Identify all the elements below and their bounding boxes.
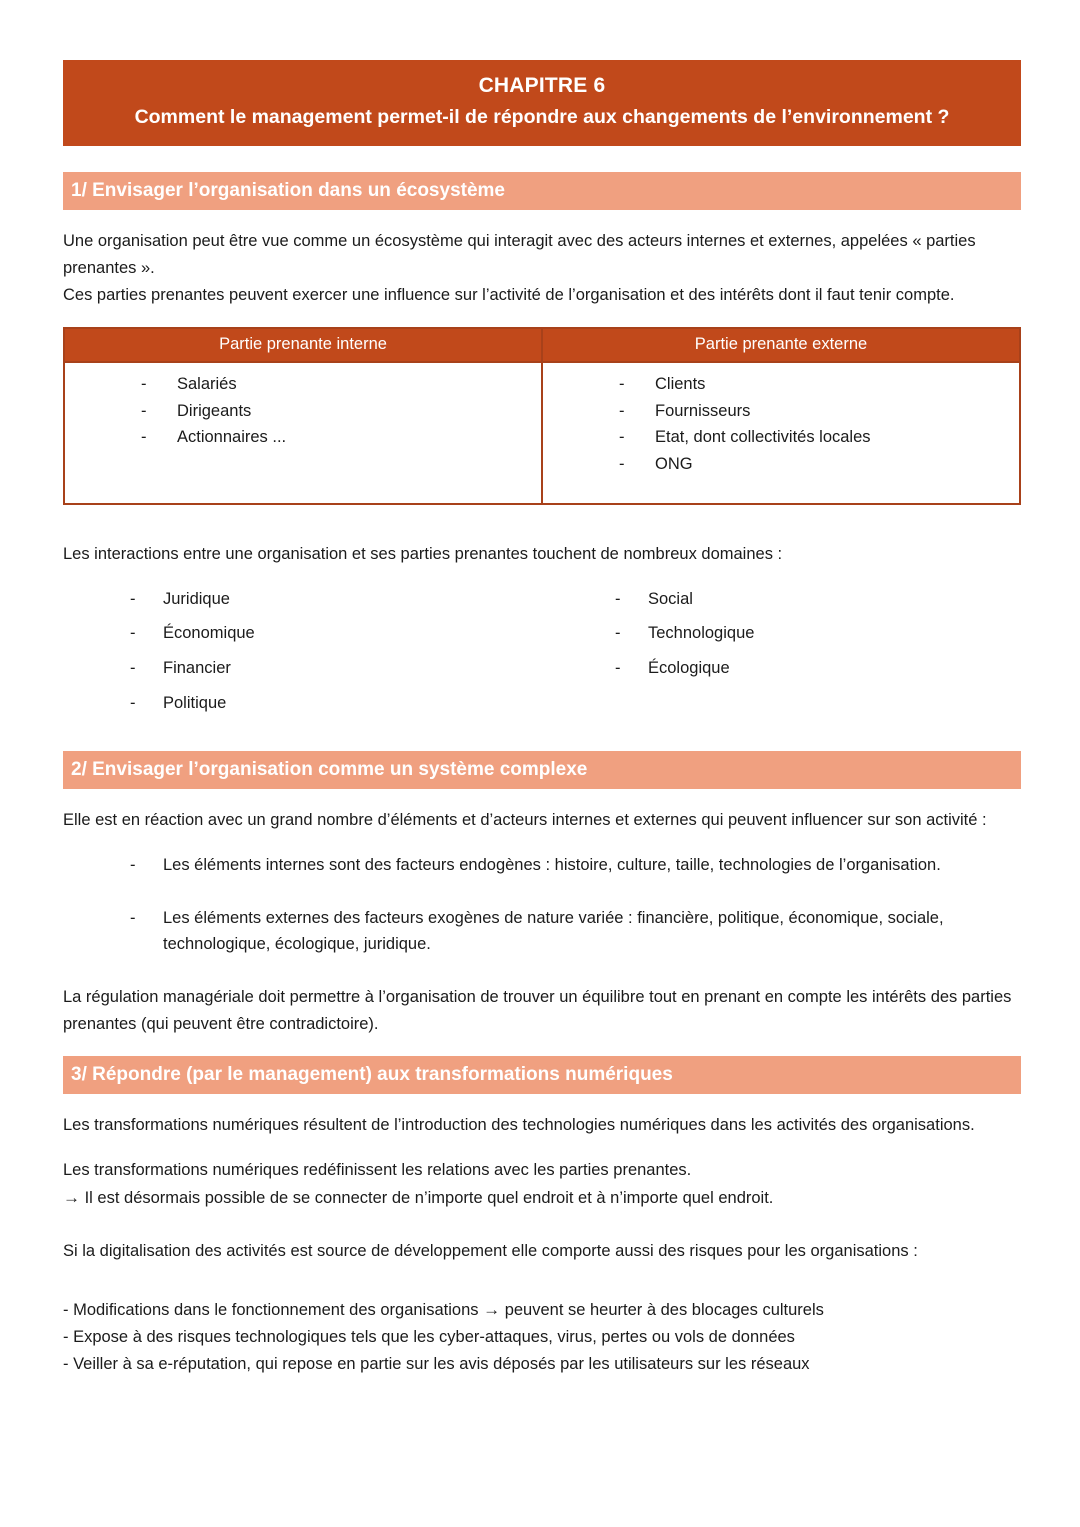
dash-bullet: - xyxy=(130,693,136,712)
spacer xyxy=(63,789,1021,807)
list-item xyxy=(69,371,537,398)
table-head xyxy=(64,328,1020,362)
spacer xyxy=(63,1212,1021,1238)
list-item-label: ONG xyxy=(655,455,693,474)
list-item-label: Politique xyxy=(163,693,227,712)
list-item-label: Technologique xyxy=(648,624,755,643)
spacer xyxy=(63,1139,1021,1157)
section2-paragraph-2: La régulation managériale doit permettre à l’organisation de trouver un équilibre tout en prenant en compte les intérêts des parties prenantes (qui peuvent être contradictoire). xyxy=(63,988,1012,1033)
domains-column-left xyxy=(63,586,542,725)
section-heading-2: 2/ Envisager l’organisation comme un système complexe xyxy=(63,751,1021,790)
dash-bullet: - xyxy=(141,374,147,393)
list-item xyxy=(69,424,537,451)
risk-line-1-after: peuvent se heurter à des blocages culturels xyxy=(504,1301,824,1320)
section2-paragraph-1: Elle est en réaction avec un grand nombre d’éléments et d’acteurs internes et externes qui peuvent influencer sur son activité : xyxy=(63,811,987,830)
list-item xyxy=(63,620,542,647)
section-heading-1: 1/ Envisager l’organisation dans un écosystème xyxy=(63,172,1021,211)
list-item-label: Juridique xyxy=(163,589,230,608)
list-item-label: Clients xyxy=(655,374,706,393)
parties-prenantes-table xyxy=(63,327,1021,505)
list-item-label: Les éléments internes sont des facteurs endogènes : histoire, culture, taille, technologies de l’organisation. xyxy=(163,856,941,875)
table-cell-external xyxy=(542,362,1020,504)
spacer xyxy=(63,725,1021,751)
list-item-label: Etat, dont collectivités locales xyxy=(655,428,871,447)
risk-line-2: - Expose à des risques technologiques tels que les cyber-attaques, virus, pertes ou vols de données xyxy=(63,1327,795,1346)
table-header-internal: Partie prenante interne xyxy=(64,328,542,362)
risk-line-1 xyxy=(63,1296,1021,1324)
dash-bullet: - xyxy=(130,589,136,608)
list-item xyxy=(69,398,537,425)
list-item xyxy=(542,655,1021,682)
dash-bullet: - xyxy=(619,455,625,474)
domains-column-right xyxy=(542,586,1021,725)
list-item xyxy=(63,655,542,682)
table-body xyxy=(64,362,1020,504)
list-item xyxy=(63,852,1021,879)
section3-paragraph-3: Si la digitalisation des activités est source de développement elle comporte aussi des risques pour les organisations : xyxy=(63,1241,918,1260)
domains-list-right xyxy=(542,586,1021,682)
list-item xyxy=(547,371,1015,398)
document-content xyxy=(63,0,1021,1377)
section3-arrow-line xyxy=(63,1184,1021,1212)
list-item xyxy=(547,398,1015,425)
dash-bullet: - xyxy=(130,624,136,643)
list-item-label: Écologique xyxy=(648,659,730,678)
chapter-number: CHAPITRE 6 xyxy=(478,74,606,97)
spacer xyxy=(63,1038,1021,1056)
arrow-right-icon: → xyxy=(63,1187,80,1207)
table-cell-internal xyxy=(64,362,542,504)
dash-bullet: - xyxy=(141,428,147,447)
table-row xyxy=(64,362,1020,504)
list-item xyxy=(63,586,542,613)
section-heading-3: 3/ Répondre (par le management) aux transformations numériques xyxy=(63,1056,1021,1095)
spacer xyxy=(63,568,1021,586)
spacer xyxy=(63,834,1021,852)
section3-paragraph-2: Les transformations numériques redéfinissent les relations avec les parties prenantes. xyxy=(63,1161,692,1180)
dash-bullet: - xyxy=(619,374,625,393)
dash-bullet: - xyxy=(615,624,621,643)
list-item xyxy=(547,424,1015,451)
list-item-label: Salariés xyxy=(177,374,237,393)
chapter-question: Comment le management permet-il de répondre aux changements de l’environnement ? xyxy=(134,106,950,129)
dash-bullet: - xyxy=(130,908,136,927)
spacer xyxy=(63,146,1021,172)
list-item-label: Économique xyxy=(163,624,255,643)
arrow-line-text: Il est désormais possible de se connecter de n’importe quel endroit et à n’importe quel endroit. xyxy=(84,1188,774,1207)
table-header-row xyxy=(64,328,1020,362)
list-item xyxy=(63,690,542,717)
dash-bullet: - xyxy=(615,589,621,608)
spacer xyxy=(63,1264,1021,1290)
chapter-header-banner xyxy=(63,60,1021,146)
section1-paragraph-1: Une organisation peut être vue comme un écosystème qui interagit avec des acteurs internes et externes, appelées « parties prenantes ». xyxy=(63,232,976,278)
section1-paragraph-2: Ces parties prenantes peuvent exercer une influence sur l’activité de l’organisation et des intérêts dont il faut tenir compte. xyxy=(63,285,955,304)
list-item xyxy=(547,451,1015,478)
list-item-label: Fournisseurs xyxy=(655,401,751,420)
table-header-external: Partie prenante externe xyxy=(542,328,1020,362)
dash-bullet: - xyxy=(130,856,136,875)
list-item xyxy=(542,586,1021,613)
domains-two-column xyxy=(63,586,1021,725)
domains-list-left xyxy=(63,586,542,717)
list-item-label: Social xyxy=(648,589,693,608)
list-item-label: Financier xyxy=(163,659,231,678)
risk-line-3: - Veiller à sa e-réputation, qui repose en partie sur les avis déposés par les utilisateurs sur les réseaux xyxy=(63,1354,810,1373)
list-item-label: Dirigeants xyxy=(177,401,252,420)
section3-paragraph-1: Les transformations numériques résultent de l’introduction des technologies numériques dans les activités des organisations. xyxy=(63,1116,975,1135)
list-item xyxy=(63,905,1021,958)
list-item-label: Actionnaires ... xyxy=(177,428,287,447)
spacer xyxy=(63,309,1021,327)
dash-bullet: - xyxy=(619,428,625,447)
dash-bullet: - xyxy=(615,659,621,678)
dash-bullet: - xyxy=(130,659,136,678)
spacer xyxy=(63,531,1021,541)
dash-bullet: - xyxy=(619,401,625,420)
spacer xyxy=(63,210,1021,228)
list-item xyxy=(542,620,1021,647)
spacer xyxy=(63,505,1021,531)
section2-bullets xyxy=(63,852,1021,958)
list-item-label: Les éléments externes des facteurs exogènes de nature variée : financière, politique, économique, sociale, technologique, écologique, juridique. xyxy=(163,908,944,954)
risk-line-1-before: - Modifications dans le fonctionnement des organisations xyxy=(63,1301,479,1320)
internal-stakeholders-list xyxy=(69,371,537,451)
interactions-intro: Les interactions entre une organisation et ses parties prenantes touchent de nombreux domaines : xyxy=(63,544,783,563)
arrow-right-icon: → xyxy=(483,1300,501,1320)
dash-bullet: - xyxy=(141,401,147,420)
spacer xyxy=(63,1094,1021,1112)
external-stakeholders-list xyxy=(547,371,1015,478)
